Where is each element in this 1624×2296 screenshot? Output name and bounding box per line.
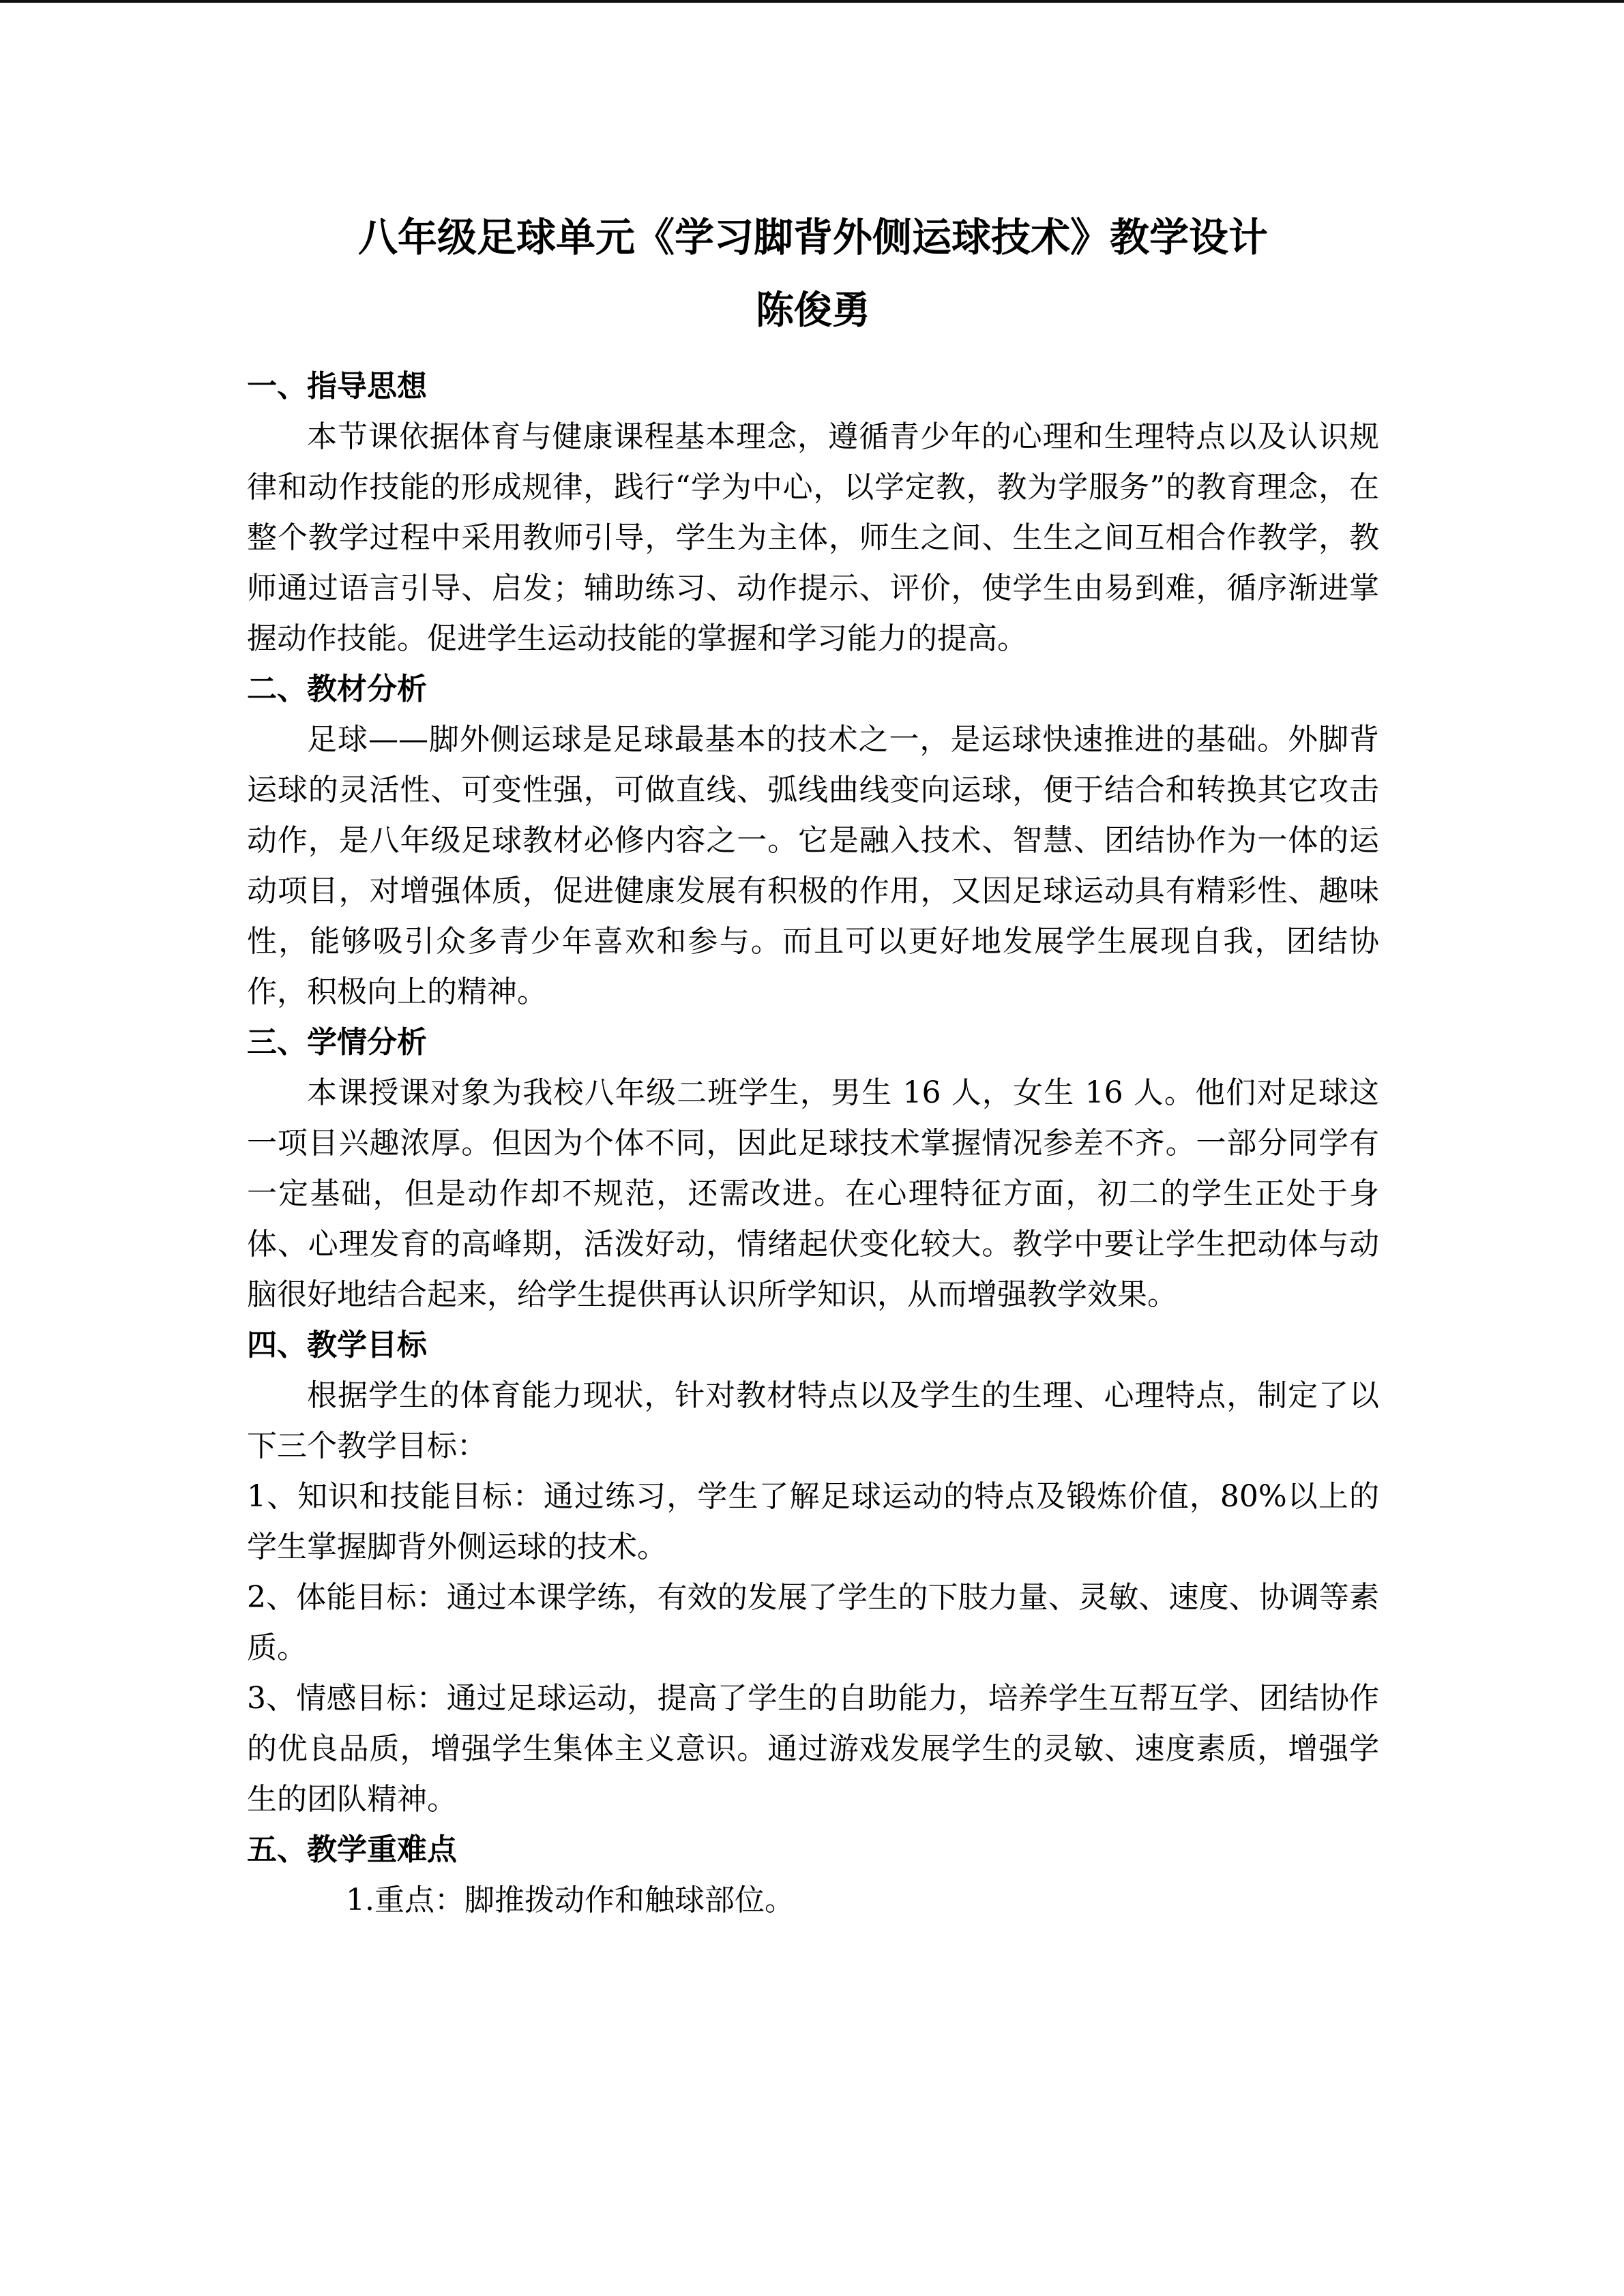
key-point-item: 1.重点：脚推拨动作和触球部位。 — [346, 1883, 795, 1918]
document-title: 八年级足球单元《学习脚背外侧运球技术》教学设计 — [357, 214, 1268, 260]
section-guiding-ideology — [247, 361, 1379, 664]
section-heading: 五、教学重难点 — [247, 1832, 457, 1867]
top-border-line — [0, 0, 1624, 3]
section-heading: 四、教学目标 — [247, 1328, 427, 1362]
section-heading: 二、教材分析 — [247, 672, 427, 706]
section-paragraph: 足球——脚外侧运球是足球最基本的技术之一，是运球快速推进的基础。外脚背运球的灵活性、可变性强，可做直线、弧线曲线变向运球，便于结合和转换其它攻击动作，是八年级足球教材必修内容之一。它是融入技术、智慧、团结协作为一体的运动项目，对增强体质，促进健康发展有积极的作用，又因足球运动具有精彩性、趣味性，能够吸引众多青少年喜欢和参与。而且可以更好地发展学生展现自我，团结协作，积极向上的精神。 — [247, 722, 1379, 1009]
section-paragraph: 根据学生的体育能力现状，针对教材特点以及学生的生理、心理特点，制定了以下三个教学目标： — [247, 1378, 1379, 1463]
section-paragraph: 本课授课对象为我校八年级二班学生，男生 16 人，女生 16 人。他们对足球这一项目兴趣浓厚。但因为个体不同，因此足球技术掌握情况参差不齐。一部分同学有一定基础，但是动作却不规范，还需改进。在心理特征方面，初二的学生正处于身体、心理发育的高峰期，活泼好动，情绪起伏变化较大。教学中要让学生把动体与动脑很好地结合起来，给学生提供再认识所学知识，从而增强教学效果。 — [247, 1075, 1379, 1312]
objective-item: 3、情感目标：通过足球运动，提高了学生的自助能力，培养学生互帮互学、团结协作的优良品质，增强学生集体主义意识。通过游戏发展学生的灵敏、速度素质，增强学生的团队精神。 — [247, 1681, 1379, 1817]
document-author: 陈俊勇 — [756, 288, 870, 333]
section-heading: 三、学情分析 — [247, 1025, 427, 1060]
section-student-analysis — [247, 1017, 1379, 1320]
section-key-difficult-points — [247, 1825, 1379, 1926]
document-content — [247, 205, 1379, 1926]
objective-item: 1、知识和技能目标：通过练习，学生了解足球运动的特点及锻炼价值，80%以上的学生掌握脚背外侧运球的技术。 — [247, 1479, 1379, 1564]
section-paragraph: 本节课依据体育与健康课程基本理念，遵循青少年的心理和生理特点以及认识规律和动作技能的形成规律，践行“学为中心，以学定教，教为学服务”的教育理念，在整个教学过程中采用教师引导，学生为主体，师生之间、生生之间互相合作教学，教师通过语言引导、启发；辅助练习、动作提示、评价，使学生由易到难，循序渐进掌握动作技能。促进学生运动技能的掌握和学习能力的提高。 — [247, 419, 1379, 656]
section-heading: 一、指导思想 — [247, 369, 427, 404]
section-material-analysis — [247, 664, 1379, 1017]
section-teaching-objectives — [247, 1320, 1379, 1825]
objective-item: 2、体能目标：通过本课学练，有效的发展了学生的下肢力量、灵敏、速度、协调等素质。 — [247, 1580, 1379, 1665]
